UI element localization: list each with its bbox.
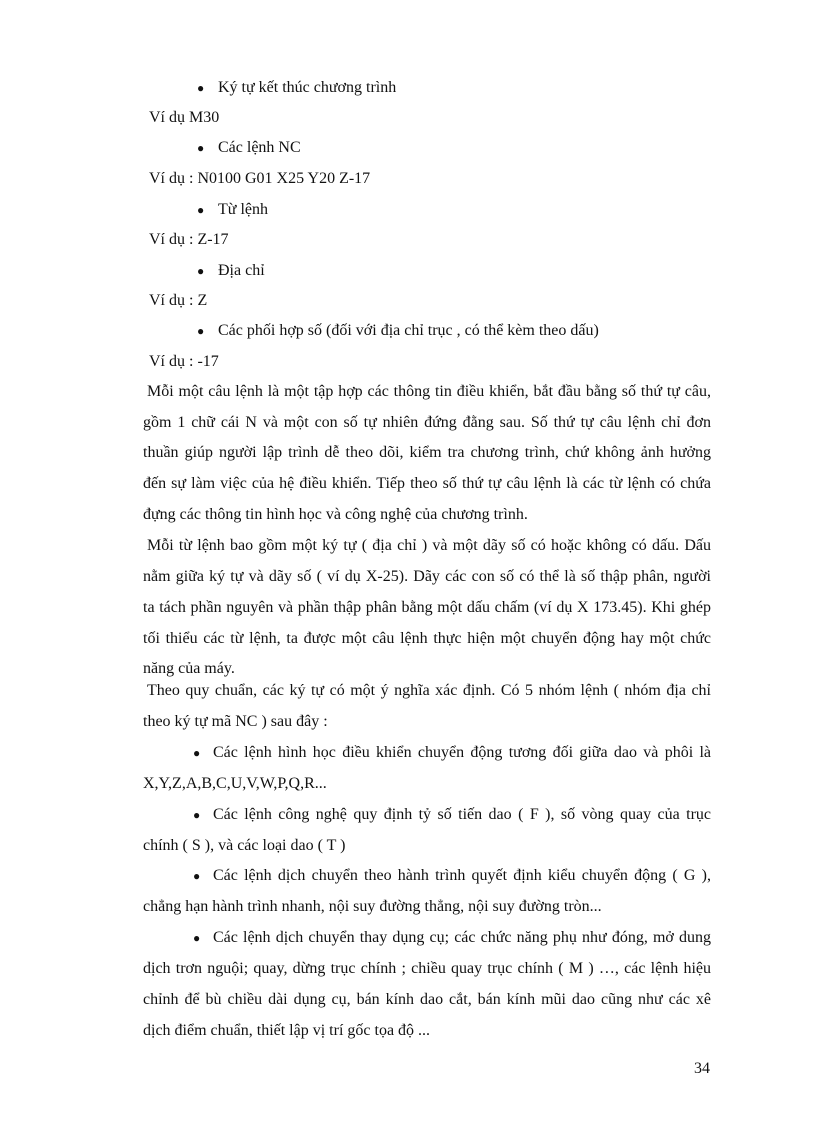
group-bullet-line: X,Y,Z,A,B,C,U,V,W,P,Q,R... bbox=[143, 775, 327, 792]
group-bullet-line: Các lệnh dịch chuyển theo hành trình quyết định kiểu chuyển động ( G ), bbox=[213, 867, 711, 884]
example-line: Ví dụ : Z-17 bbox=[149, 231, 229, 248]
bullet-item: Các phối hợp số (đối với địa chỉ trục , có thể kèm theo dấu) bbox=[218, 322, 599, 339]
paragraph-line: Mỗi một câu lệnh là một tập hợp các thông tin điều khiển, bắt đầu bằng số thứ tự câu, bbox=[147, 383, 711, 400]
group-bullet-line: chẳng hạn hành trình nhanh, nội suy đường thẳng, nội suy đường tròn... bbox=[143, 898, 602, 915]
bullet-dot: ● bbox=[193, 808, 201, 822]
bullet-dot: ● bbox=[193, 869, 201, 883]
bullet-dot: ● bbox=[197, 203, 205, 217]
paragraph-line: theo ký tự mã NC ) sau đây : bbox=[143, 713, 328, 730]
bullet-dot: ● bbox=[197, 324, 205, 338]
group-bullet-line: Các lệnh hình học điều khiển chuyển động tương đối giữa dao và phôi là bbox=[213, 744, 711, 761]
example-line: Ví dụ : Z bbox=[149, 292, 208, 309]
bullet-dot: ● bbox=[197, 141, 205, 155]
bullet-item: Địa chỉ bbox=[218, 262, 265, 279]
paragraph-line: tối thiểu các từ lệnh, ta được một câu lệnh thực hiện một chuyển động hay một chức bbox=[143, 630, 711, 647]
bullet-item: Các lệnh NC bbox=[218, 139, 301, 156]
paragraph-line: đựng các thông tin hình học và công nghệ của chương trình. bbox=[143, 506, 528, 523]
group-bullet-line: Các lệnh dịch chuyển thay dụng cụ; các chức năng phụ như đóng, mở dung bbox=[213, 929, 711, 946]
bullet-item: Từ lệnh bbox=[218, 201, 268, 218]
example-line: Ví dụ : -17 bbox=[149, 353, 219, 370]
paragraph-line: gồm 1 chữ cái N và một con số tự nhiên đứng đằng sau. Số thứ tự câu lệnh chỉ đơn bbox=[143, 414, 711, 431]
bullet-dot: ● bbox=[197, 264, 205, 278]
example-line: Ví dụ : N0100 G01 X25 Y20 Z-17 bbox=[149, 170, 371, 187]
paragraph-line: nằm giữa ký tự và dãy số ( ví dụ X-25). Dãy các con số có thể là số thập phân, người bbox=[143, 568, 711, 585]
group-bullet-line: Các lệnh công nghệ quy định tỷ số tiến dao ( F ), số vòng quay của trục bbox=[213, 806, 711, 823]
paragraph-line: Theo quy chuẩn, các ký tự có một ý nghĩa xác định. Có 5 nhóm lệnh ( nhóm địa chỉ bbox=[147, 682, 711, 699]
example-line: Ví dụ M30 bbox=[149, 109, 220, 126]
bullet-dot: ● bbox=[197, 81, 205, 95]
paragraph-line: năng của máy. bbox=[143, 660, 235, 677]
paragraph-line: Mỗi từ lệnh bao gồm một ký tự ( địa chỉ ) và một dãy số có hoặc không có dấu. Dấu bbox=[147, 537, 711, 554]
group-bullet-line: dịch điểm chuẩn, thiết lập vị trí gốc tọa độ ... bbox=[143, 1022, 431, 1039]
group-bullet-line: chỉnh để bù chiều dài dụng cụ, bán kính dao cắt, bán kính mũi dao cũng như các xê bbox=[143, 991, 711, 1008]
paragraph-line: đến sự làm việc của hệ điều khiển. Tiếp theo số thứ tự câu lệnh là các từ lệnh có chứa bbox=[143, 475, 711, 492]
group-bullet-line: dịch trơn nguội; quay, dừng trục chính ; chiều quay trục chính ( M ) …, các lệnh hiệu bbox=[143, 960, 711, 977]
bullet-dot: ● bbox=[193, 746, 201, 760]
page-number: 34 bbox=[694, 1060, 710, 1077]
paragraph-line: ta tách phần nguyên và phần thập phân bằng một dấu chấm (ví dụ X 173.45). Khi ghép bbox=[143, 599, 711, 616]
group-bullet-line: chính ( S ), và các loại dao ( T ) bbox=[143, 837, 346, 854]
bullet-dot: ● bbox=[193, 931, 201, 945]
paragraph-line: thuần giúp người lập trình dễ theo dõi, kiểm tra chương trình, chứ không ảnh hưởng bbox=[143, 444, 711, 461]
bullet-item: Ký tự kết thúc chương trình bbox=[218, 79, 397, 96]
